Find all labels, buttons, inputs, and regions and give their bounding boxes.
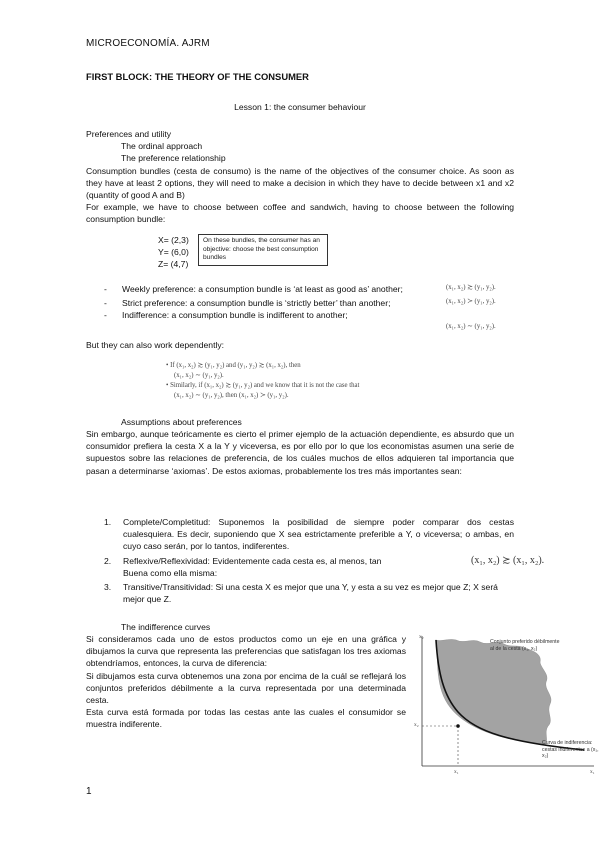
lesson-title: Lesson 1: the consumer behaviour	[234, 102, 366, 112]
assumptions-paragraph: Sin embargo, aunque teóricamente es cierto el primer ejemplo de la actuación dependiente, es absurdo que un consumidor prefiera la cesta X a la Y y viceversa, es por ello por lo que los economistas asumen una serie de supuestos sobre las relaciones de preferencia, de los cuáles muchos de ellos adquieren tal importancia que pasan a determinarse ‘axiomas’. De estos axiomas, probablemente los tres más importantes sean:	[86, 429, 514, 476]
paragraph-bundles: Consumption bundles (cesta de consumo) is the name of the objectives of the consumer choice. As soon as they have at least 2 options, they will need to make a decision in which they have to decide between x1 and x2 (quantity of good A and B)	[86, 165, 514, 201]
indifference-figure	[414, 634, 600, 784]
x-tick-label: x₁	[454, 769, 459, 775]
dependent-math: • If (x₁, x₂) ≿ (y₁, y₂) and (y₁, y₂) ≿ (x₁, x₂), then (x₁, x₂) ∼ (y₁, y₂). • Similarly, if (x₁, x₂) ≿ (y₁, y₂) and we know that it is not the case that (x₁, x₂) ∼ (y₁, y₂), then (x₁, x₂) ≻ (y₁, y₂).	[166, 362, 360, 399]
label-weakly-preferred: Conjunto preferido débilmente al de la cesta (x₁, x₂)	[490, 639, 560, 652]
page-number: 1	[86, 786, 92, 797]
bundle-z: Z= (4,7)	[158, 259, 189, 270]
axiom-complete: 1. Complete/Completitud: Suponemos la posibilidad de siempre poder comparar dos cestas cualesquiera. Es decir, suponiendo que X sea estrictamente preferible a Y, o viceversa; o ambas, en cuyo caso serán, por lo tantos, indiferentes.	[104, 517, 514, 552]
y-tick-label: x₂	[414, 722, 419, 728]
bundle-list	[158, 234, 189, 271]
assumptions-heading: Assumptions about preferences	[121, 417, 242, 427]
bundle-point	[456, 724, 460, 728]
indifference-heading: The indifference curves	[121, 622, 211, 632]
axiom-reflexive: 2. Reflexive/Reflexividad: Evidentemente cada cesta es, al menos, tan Buena como ella misma:	[104, 555, 382, 578]
bullet-icon: •	[166, 362, 169, 369]
pref-math-indifference: (x₁, x₂) ∼ (y₁, y₂).	[446, 323, 496, 330]
dependent-line: But they can also work dependently:	[86, 340, 225, 350]
pref-weak: - Weekly preference: a consumption bundle is ‘at least as good as’ another;	[104, 283, 440, 295]
bundle-x: X= (2,3)	[158, 235, 189, 245]
paragraph-example: For example, we have to choose between coffee and sandwich, having to choose between the following consumption bundle:	[86, 202, 514, 225]
axiom-transitive: 3. Transitive/Transitividad: Si una cesta X es mejor que una Y, y esta a su vez es mejor que Z; X será mejor que Z.	[104, 582, 498, 605]
bundle-y: Y= (6,0)	[158, 247, 189, 258]
indifference-para-2: Si dibujamos esta curva obtenemos una zona por encima de la cuál se reflejará los conjuntos preferidos débilmente a la curva representada por una determinada cesta.	[86, 670, 406, 706]
section-heading: Preferences and utility	[86, 129, 172, 139]
indifference-para-3: Esta curva está formada por todas las cestas ante las cuales el consumidor se muestra indiferente.	[86, 707, 406, 730]
bullet-icon: •	[166, 382, 169, 389]
y-axis-label: x₂	[419, 634, 424, 640]
pref-strict: - Strict preference: a consumption bundle is ‘strictly better’ than another;	[104, 297, 440, 309]
axiom-list	[104, 516, 514, 607]
bundle-note-box: On these bundles, the consumer has an objective: choose the best consumption bundles	[198, 234, 328, 266]
pref-indifference: - Indifference: a consumption bundle is indifferent to another;	[104, 309, 440, 321]
pref-math-strict: (x₁, x₂) ≻ (y₁, y₂).	[446, 298, 496, 305]
x-axis-label: x₁	[590, 769, 595, 775]
pref-math-weak: (x₁, x₂) ≿ (y₁, y₂).	[446, 284, 496, 291]
section-preferences	[86, 128, 514, 226]
block-title: FIRST BLOCK: THE THEORY OF THE CONSUMER	[86, 71, 309, 82]
running-header: MICROECONOMÍA. AJRM	[86, 38, 210, 49]
weakly-preferred-region	[436, 639, 551, 744]
indifference-chart	[414, 634, 600, 784]
indifference-para-1: Si consideramos cada uno de estos productos como un eje en una gráfica y dibujamos la curva que representa las preferencias que satisfagan los tres axiomas obtendríamos, entonces, la curva de diferencia:	[86, 634, 406, 669]
reflexive-math: (x₁, x₂) ≿ (x₁, x₂).	[471, 555, 545, 566]
subheading-preference: The preference relationship	[121, 153, 226, 164]
indifference-text	[86, 633, 406, 731]
label-indifference-curve: Curva de indiferencia: cestas indiferentes a (x₁, x₂)	[542, 740, 599, 760]
subheading-ordinal: The ordinal approach	[121, 141, 203, 152]
preference-list	[104, 283, 440, 322]
